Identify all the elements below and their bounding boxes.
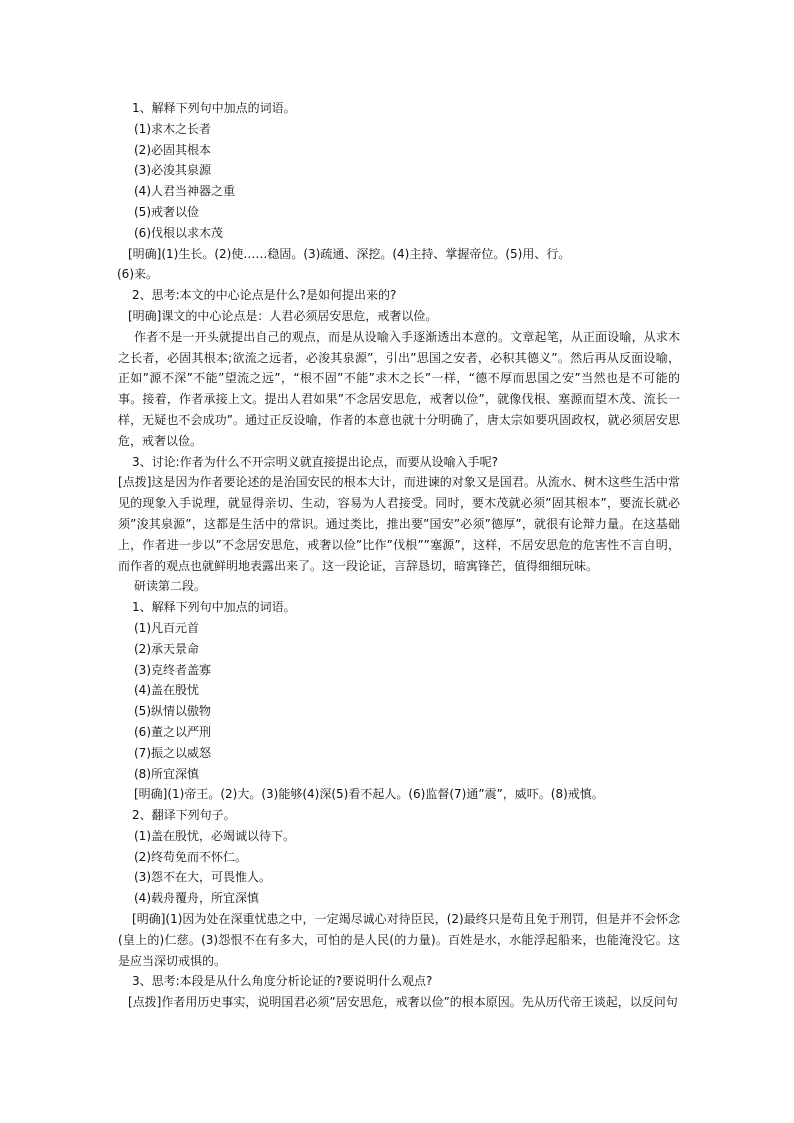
list-item: (1)求木之长者 — [134, 121, 211, 136]
answer-line: [明确](1)帝王。(2)大。(3)能够(4)深(5)看不起人。(6)监督(7)通”震”，威吓。(8)戒慎。 — [134, 787, 604, 802]
question-heading: 1、解释下列句中加点的词语。 — [132, 600, 296, 615]
list-item: (4)人君当神器之重 — [134, 184, 235, 199]
section-heading: 研读第二段。 — [134, 579, 207, 594]
list-item: (3)克终者盖寡 — [134, 662, 211, 677]
list-item: (3)必浚其泉源 — [134, 163, 211, 178]
list-item: (2)承天景命 — [134, 641, 199, 656]
list-item: (6)伐根以求木茂 — [134, 225, 223, 240]
list-item: (3)怨不在大，可畏惟人。 — [134, 870, 271, 885]
list-item: (7)振之以威怒 — [134, 745, 211, 760]
body-paragraph: 作者不是一开头就提出自己的观点，而是从设喻入手逐渐透出本意的。文章起笔，从正面设喻，从求木之长者，必固其根本;欲流之远者，必浚其泉源”，引出”思国之安者，必积其德义”。然后再从反面设喻，正如”源不深”不能”望流之远”，“根不固”不能”求木之长”一样，“德不厚而思国之安”当然也是不可能的事。接着，作者承接上文。提出人君如果”不念居安思危，戒奢以俭”，就像伐根、塞源而望木茂、流长一样，无疑也不会成功”。通过正反设喻，作者的本意也就十分明确了，唐太宗如要巩固政权，就必须居安思危，戒奢以俭。 — [118, 329, 680, 448]
answer-line: [点拨]作者用历史事实，说明国君必须”居安思危，戒奢以俭”的根本原因。先从历代帝王谈起，以反问句 — [128, 995, 678, 1010]
list-item: (5)戒奢以俭 — [134, 204, 199, 219]
list-item: (1)盖在殷忧，必竭诚以待下。 — [134, 828, 295, 843]
question-heading: 3、思考:本段是从什么角度分析论证的?要说明什么观点? — [132, 974, 433, 989]
answer-line: [明确](1)生长。(2)使……稳固。(3)疏通、深挖。(4)主持、掌握帝位。(5)用、行。 — [128, 246, 571, 261]
answer-line: [明确]课文的中心论点是：人君必须居安思危，戒奢以俭。 — [128, 308, 438, 323]
question-heading: 2、思考:本文的中心论点是什么?是如何提出来的? — [132, 288, 397, 303]
answer-line: (6)来。 — [117, 267, 158, 282]
document-page — [118, 98, 680, 1013]
question-heading: 1、解释下列句中加点的词语。 — [132, 101, 296, 115]
list-item: (5)纵情以傲物 — [134, 704, 211, 719]
list-item: (1)凡百元首 — [134, 620, 199, 635]
list-item: (6)董之以严刑 — [134, 724, 211, 739]
question-heading: 2、翻译下列句子。 — [132, 808, 236, 823]
list-item: (2)终苟免而不怀仁。 — [134, 849, 247, 864]
list-item: (4)载舟覆舟，所宜深慎 — [134, 891, 259, 906]
list-item: (8)所宜深慎 — [134, 766, 199, 781]
list-item: (4)盖在殷忧 — [134, 683, 199, 698]
body-paragraph: [明确](1)因为处在深重忧患之中，一定竭尽诚心对待臣民，(2)最终只是苟且免于刑罚，但是并不会怀念(皇上的)仁慈。(3)怨恨不在有多大，可怕的是人民(的力量)。百姓是水，水能浮起船来，也能淹没它。这是应当深切戒惧的。 — [118, 912, 680, 968]
question-heading: 3、讨论:作者为什么不开宗明义就直接提出论点，而要从设喻入手呢? — [132, 454, 499, 469]
list-item: (2)必固其根本 — [134, 142, 211, 157]
body-paragraph: [点拨]这是因为作者要论述的是治国安民的根本大计，而进谏的对象又是国君。从流水、树木这些生活中常见的现象入手说理，就显得亲切、生动，容易为人君接受。同时，要木茂就必须”固其根本”，要流长就必须”浚其泉源”，这都是生活中的常识。通过类比，推出要”国安”必须”德厚”，就很有论辩力量。在这基础上，作者进一步以”不念居安思危，戒奢以俭”比作”伐根””塞源”，这样，不居安思危的危害性不言自明，而作者的观点也就鲜明地表露出来了。这一段论证，言辞恳切，暗寓锋芒，值得细细玩味。 — [118, 475, 680, 573]
